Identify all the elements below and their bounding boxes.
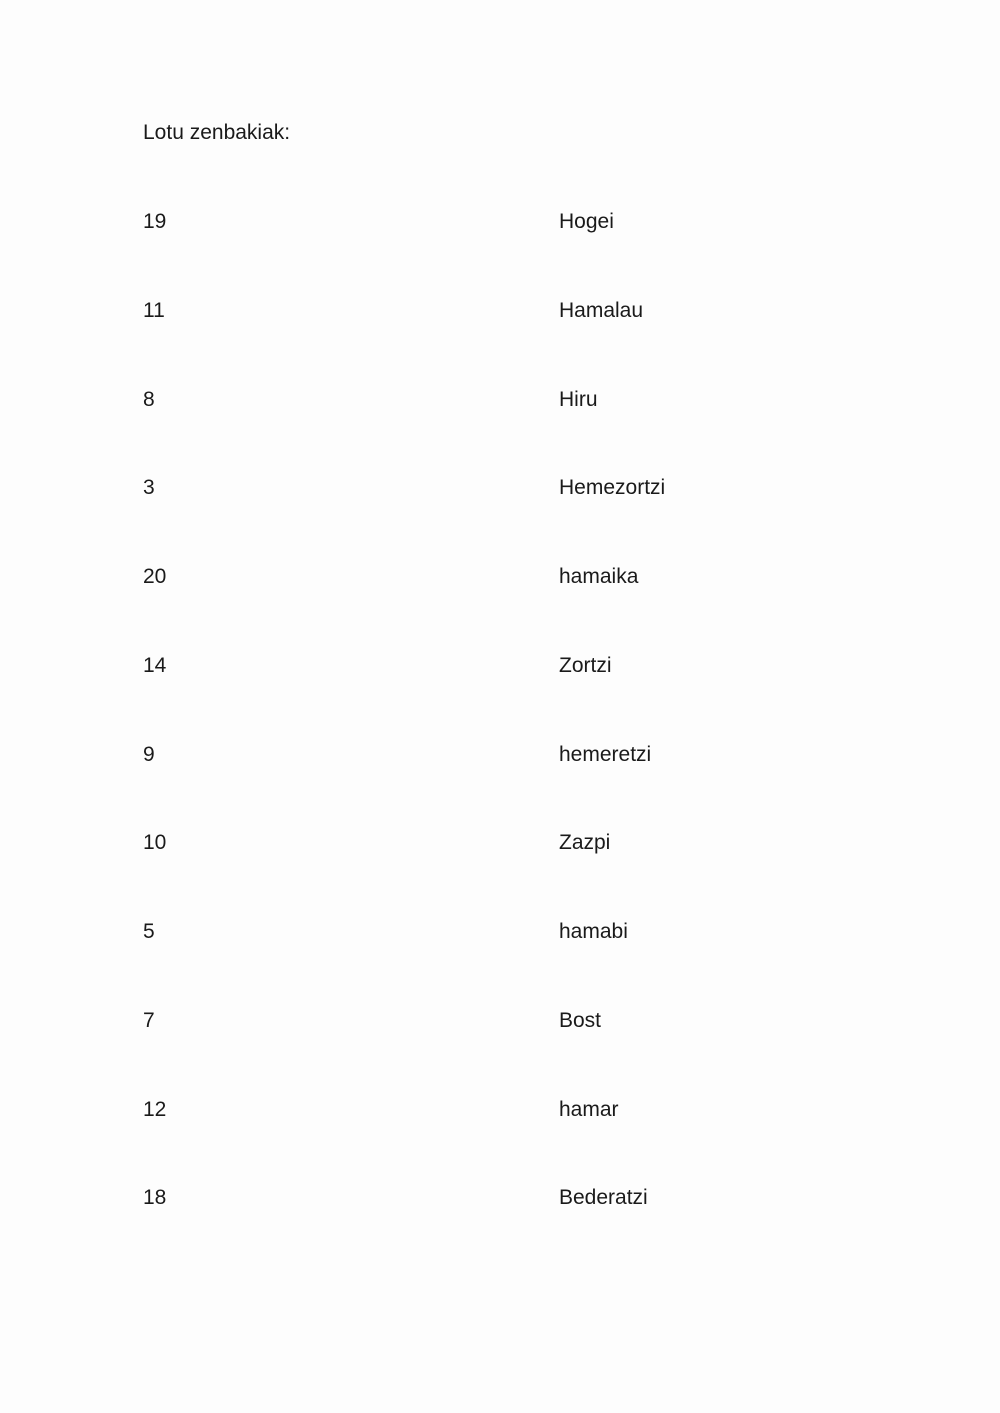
- word-item: Hamalau: [559, 298, 644, 322]
- matching-row: [143, 563, 843, 652]
- number-item: 19: [143, 210, 167, 233]
- instruction-text: Lotu zenbakiak:: [143, 121, 291, 144]
- number-item: 5: [143, 920, 155, 943]
- word-item: Hiru: [559, 387, 598, 411]
- number-item: 18: [143, 1186, 167, 1210]
- matching-row: [143, 741, 843, 830]
- matching-row: [143, 297, 843, 386]
- word-item: Hemezortzi: [559, 476, 666, 500]
- matching-row: [143, 386, 843, 475]
- word-item: Zazpi: [559, 831, 611, 855]
- matching-row: [143, 918, 843, 1007]
- matching-row: [143, 1007, 843, 1096]
- number-item: 7: [143, 1008, 155, 1032]
- word-item: Bost: [559, 1008, 602, 1032]
- number-item: 8: [143, 387, 155, 411]
- matching-row: [143, 1184, 843, 1273]
- matching-row: [143, 1096, 843, 1185]
- matching-row: [143, 474, 843, 563]
- word-item: Bederatzi: [559, 1186, 648, 1210]
- number-item: 14: [143, 653, 167, 677]
- word-item: Hogei: [559, 210, 614, 233]
- number-item: 12: [143, 1097, 167, 1121]
- matching-list: [143, 208, 843, 1273]
- word-item: Zortzi: [559, 653, 612, 677]
- matching-row: [143, 829, 843, 918]
- number-item: 10: [143, 831, 167, 855]
- matching-row: [143, 208, 843, 297]
- number-item: 9: [143, 742, 155, 766]
- word-item: hamar: [559, 1097, 619, 1121]
- number-item: 3: [143, 476, 155, 500]
- word-item: hemeretzi: [559, 742, 652, 766]
- number-item: 20: [143, 565, 167, 588]
- number-item: 11: [143, 298, 165, 322]
- word-item: hamaika: [559, 565, 639, 588]
- word-item: hamabi: [559, 920, 628, 943]
- matching-row: [143, 652, 843, 741]
